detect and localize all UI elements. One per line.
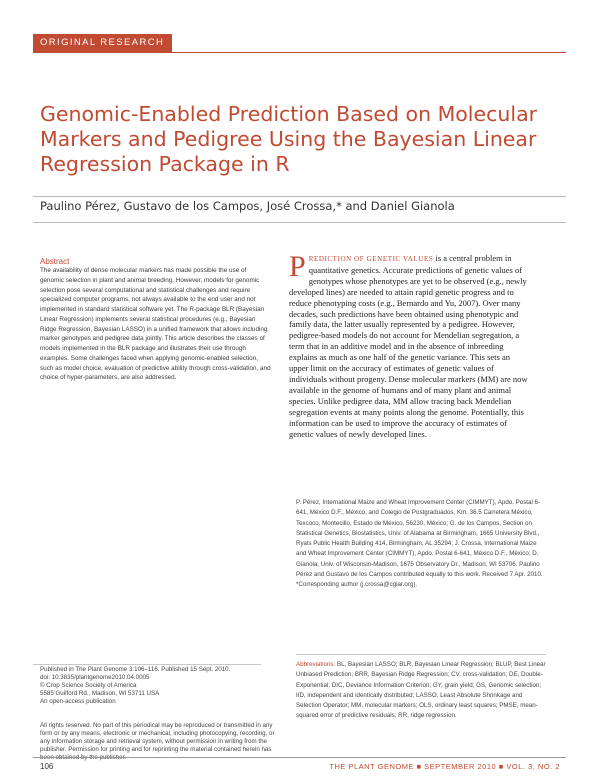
abbreviations [296, 660, 546, 722]
authors-rule-top [33, 196, 566, 197]
running-footer: THE PLANT GENOME ■ SEPTEMBER 2010 ■ VOL. 3, NO. 2 [329, 762, 560, 771]
publication-doi[interactable]: doi: 10.3835/plantgenome2010.04.0005 [40, 674, 150, 682]
publication-address: 5585 Guilford Rd., Madison, WI 53711 USA [40, 690, 160, 698]
footer-rule [33, 757, 566, 758]
authors-rule-bottom [33, 222, 566, 223]
body-paragraph [289, 250, 530, 439]
body-text: is a central problem in quantitative genetics. Accurate predictions of genetic values of genotypes whose phenotypes are yet to be observed (e.g., newly developed lines) are needed to attain rapid genetic progress and to reduce phenotyping costs (e.g., Bernardo and Yu, 2007). Over many decades, such predictions have been obtained using phenotypic and family data, the latter usually represented by a pedigree. However, pedigree-based models do not account for Mendelian segregation, a term that in an additive model and in the absence of inbreeding explains as much as one half of the genetic variance. This sets an upper limit on the accuracy of estimates of genetic values of individuals without progeny. Dense molecular markers (MM) are now available in the genome of humans and of many plant and animal species. Unlike pedigree data, MM allow tracing back Mendelian segregation events at many points along the genome. Potentially, this information can be used to improve the accuracy of estimates of genetic values of newly developed lines. [289, 253, 528, 439]
publication-access: An open-access publication [40, 698, 116, 706]
publication-citation: Published in The Plant Genome 3:106–116. Published 15 Sept. 2010. [40, 666, 231, 673]
publication-copyright: © Crop Science Society of America [40, 682, 137, 690]
author-affiliations: P. Pérez, International Maize and Wheat Improvement Center (CIMMYT), Apdo. Postal 6-641, México D.F., México, and Colegio de Postgraduados, Km. 36.5 Carretera México, Texcoco, Montecillo, Estado de México, 56230, México; G. de los Campos, Section on Statistical Genetics, Biostatistics, Univ. of Alabama at Birmingham, 1665 University Blvd., Ryals Public Health Building 414, Birmingham, AL 35294; J. Crossa, International Maize and Wheat Improvement Center (CIMMYT), Apdo. Postal 6-641, México D.F., México; D. Gianola, Univ. of Wisconsin-Madison, 1675 Observatory Dr., Madison, WI 53706. Paulino Pérez and Gustavo de los Campos contributed equally to this work. Received 7 Apr. 2010. *Corresponding author (j.crossa@cgiar.org). [296, 499, 543, 588]
publication-rule [33, 664, 261, 665]
abbreviations-label: Abbreviations: [296, 661, 336, 668]
author-list: Paulino Pérez, Gustavo de los Campos, José Crossa,* and Daniel Gianola [40, 199, 455, 213]
section-label: ORIGINAL RESEARCH [40, 37, 165, 48]
abbreviations-rule [296, 654, 546, 655]
abstract-text: The availability of dense molecular markers has made possible the use of genomic selection in plant and animal breeding. However, models for genomic selection pose several computational and statistical challenges and require specialized computer programs, not always available to the end user and not implemented in standard statistical software yet. The R-package BLR (Bayesian Linear Regression) implements several statistical procedures (e.g., Bayesian Ridge Regression, Bayesian LASSO) in a unified framework that allows including marker genotypes and pedigree data jointly. This article describes the classes of models implemented in the BLR package and illustrates their use through examples. Some challenges faced when applying genomic-enabled selection, such as model choice, evaluation of predictive ability through cross-validation, and choice of hyper-parameters, are also addressed. [40, 267, 271, 382]
drop-cap: P [289, 250, 306, 283]
header-rule [172, 52, 566, 53]
publication-info [40, 666, 275, 706]
page-number: 106 [40, 762, 54, 771]
article-title: Genomic-Enabled Prediction Based on Molecular Markers and Pedigree Using the Bayesian Linear Regression Package in R [40, 102, 538, 176]
lead-in-small-caps: REDICTION OF GENETIC VALUES [308, 255, 434, 263]
abbreviations-text: BL, Bayesian LASSO; BLR, Bayesian Linear Regression; BLUP, Best Linear Unbiased Prediction; BRR, Bayesian Ridge Regression; CV, cross-validation; DE, Double-Exponential; DIC, Deviance Information Criterion; GY, grain yield; GS, Genomic selection; IID, independent and identically distributed; LASSO, Least Absolute Shrinkage and Selection Operator; MM, molecular markers; OLS, ordinary least squares; PMSE, mean-squared error of predictive residuals; RR, ridge regression. [296, 661, 546, 720]
abstract-heading: Abstract [40, 257, 70, 266]
rights-notice: All rights reserved. No part of this periodical may be reproduced or transmitted in any form or by any means, electronic or mechanical, including photocopying, recording, or any information storage and retrieval system, without permission in writing from the publisher. Permission for printing and for reprinting the material contained herein has [40, 722, 275, 754]
